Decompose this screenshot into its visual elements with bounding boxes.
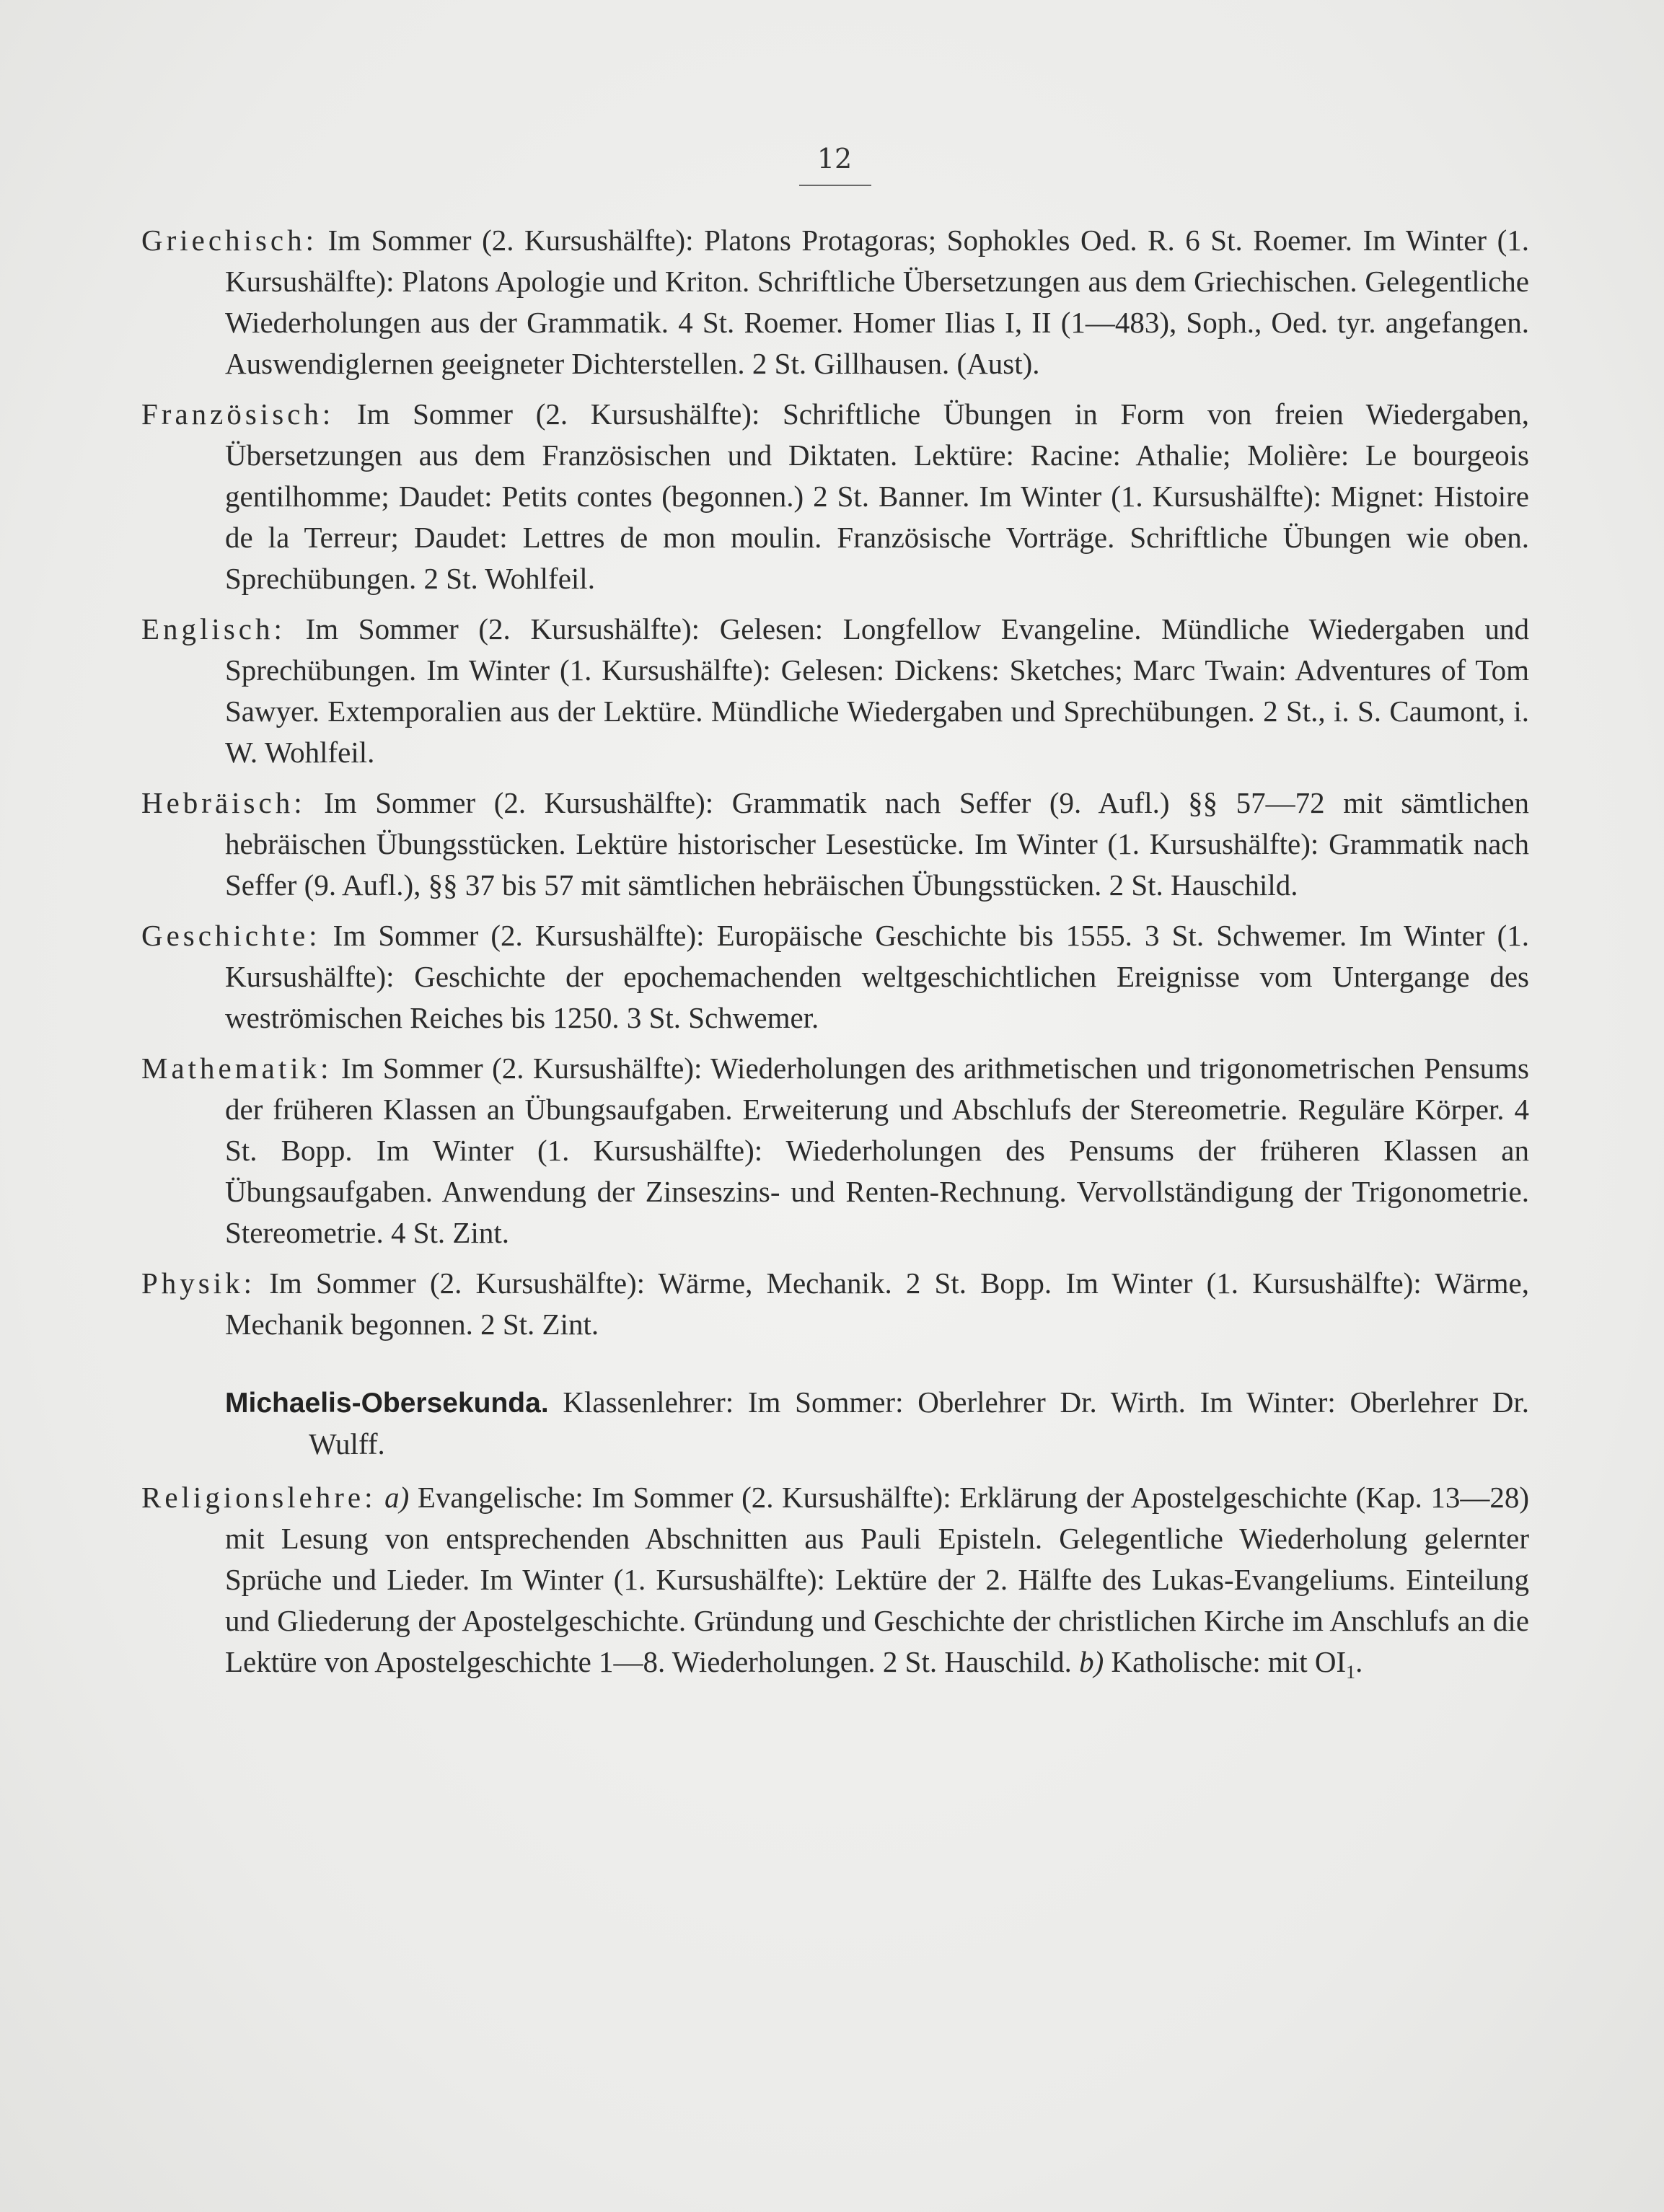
subject-label: Griechisch:: [141, 224, 317, 257]
paragraph-text: Im Sommer (2. Kursushälfte): Europäische Geschichte bis 1555. 3 St. Schwemer. Im Winter (1. Kursushälfte): Geschichte der epochemachenden weltgeschichtlichen Ereignisse vom Untergange des weströmischen Reiches bis 1250. 3 St. Schwemer.: [225, 919, 1530, 1034]
subject-label: Religionslehre:: [141, 1481, 377, 1514]
paragraph-text-b: Katholische: mit OI: [1111, 1645, 1347, 1678]
paragraph-text: Im Sommer (2. Kursushälfte): Schriftliche Übungen in Form von freien Wiedergaben, Übersetzungen aus dem Französischen und Diktaten. Lektüre: Racine: Athalie; Molière: Le bourgeois gentilhomme; Daudet: Petits contes (begonnen.) 2 St. Banner. Im Winter (1. Kursushälfte): Mignet: Histoire de la Terreur; Daudet: Lettres de mon moulin. Französische Vorträge. Schriftliche Übungen wie oben. Sprechübungen. 2 St. Wohlfeil.: [225, 397, 1530, 595]
paragraph-physik: [141, 1263, 1529, 1345]
list-marker-a: a): [384, 1481, 410, 1514]
paragraph-text: Im Sommer (2. Kursushälfte): Grammatik nach Seffer (9. Aufl.) §§ 57—72 mit sämtlichen hebräischen Übungsstücken. Lektüre historischer Lesestücke. Im Winter (1. Kursushälfte): Grammatik nach Seffer (9. Aufl.), §§ 37 bis 57 mit sämtlichen hebräischen Übungsstücken. 2 St. Hauschild.: [225, 786, 1530, 902]
subject-label: Französisch:: [141, 397, 335, 431]
paragraph-text: Im Sommer (2. Kursushälfte): Wärme, Mechanik. 2 St. Bopp. Im Winter (1. Kursushälfte): Wärme, Mechanik begonnen. 2 St. Zint.: [225, 1266, 1530, 1341]
paragraph-geschichte: [141, 915, 1529, 1039]
subject-label: Hebräisch:: [141, 786, 306, 819]
subject-label: Mathematik:: [141, 1052, 333, 1085]
paragraph-text: Im Sommer (2. Kursushälfte): Gelesen: Longfellow Evangeline. Mündliche Wiedergaben und Sprechübungen. Im Winter (1. Kursushälfte): Gelesen: Dickens: Sketches; Marc Twain: Adventures of Tom Sawyer. Extemporalien aus der Lektüre. Mündliche Wiedergaben und Sprechübungen. 2 St., i. S. Caumont, i. W. Wohlfeil.: [225, 612, 1530, 769]
paragraph-griechisch: [141, 220, 1529, 384]
page-number-rule: [799, 185, 871, 186]
page-body: [141, 220, 1529, 1692]
list-marker-b: b): [1079, 1645, 1104, 1678]
subject-label: Geschichte:: [141, 919, 321, 952]
subscript: 1: [1346, 1662, 1356, 1683]
paragraph-englisch: [141, 609, 1529, 773]
paragraph-mathematik: [141, 1048, 1529, 1253]
paragraph-text: Im Sommer (2. Kursushälfte): Wiederholungen des arithmetischen und trigonometrischen Pensums der früheren Klassen an Übungsaufgaben. Erweiterung und Abschlufs der Stereometrie. Reguläre Körper. 4 St. Bopp. Im Winter (1. Kursushälfte): Wiederholungen des Pensums der früheren Klassen an Übungsaufgaben. Anwendung der Zinseszins- und Renten-Rechnung. Vervollständigung der Trigonometrie. Stereometrie. 4 St. Zint.: [225, 1052, 1529, 1249]
paragraph-franzoesisch: [141, 394, 1529, 599]
subject-label: Physik:: [141, 1266, 256, 1300]
paragraph-text: Im Sommer (2. Kursushälfte): Platons Protagoras; Sophokles Oed. R. 6 St. Roemer. Im Winter (1. Kursushälfte): Platons Apologie und Kriton. Schriftliche Übersetzungen aus dem Griechischen. Gelegentliche Wiederholungen aus der Grammatik. 4 St. Roemer. Homer Ilias I, II (1—483), Soph., Oed. tyr. angefangen. Auswendiglernen geeigneter Dichterstellen. 2 St. Gillhausen. (Aust).: [225, 224, 1530, 380]
class-title: Michaelis-Obersekunda.: [225, 1388, 549, 1419]
page-number: 12: [816, 143, 853, 175]
subject-label: Englisch:: [141, 612, 286, 645]
paragraph-religionslehre: [141, 1477, 1529, 1683]
class-heading: [141, 1382, 1529, 1465]
paragraph-hebraeisch: [141, 783, 1529, 906]
paragraph-text-a: Evangelische: Im Sommer (2. Kursushälfte): Erklärung der Apostelgeschichte (Kap. 13—28) mit Lesung von entsprechenden Abschnitten aus Pauli Episteln. Gelegentliche Wiederholung gelernter Sprüche und Lieder. Im Winter (1. Kursushälfte): Lektüre der 2. Hälfte des Lukas-Evangeliums. Einteilung und Gliederung der Apostelgeschichte. Gründung und Geschichte der christlichen Kirche im Anschlufs an die Lektüre von Apostelgeschichte 1—8. Wiederholungen. 2 St. Hauschild.: [225, 1481, 1530, 1678]
class-teacher-text: Klassenlehrer: Im Sommer: Oberlehrer Dr. Wirth. Im Winter: Oberlehrer Dr. Wulff.: [309, 1385, 1529, 1460]
paragraph-end: .: [1355, 1645, 1363, 1678]
